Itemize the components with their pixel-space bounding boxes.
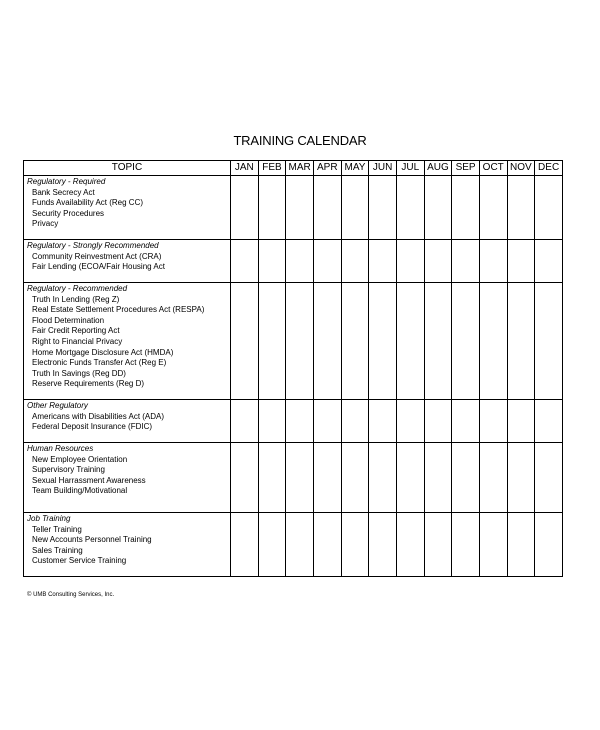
topic-item: Community Reinvestment Act (CRA) [32, 251, 162, 261]
month-cell-may [341, 513, 369, 577]
section-category: Human Resources [27, 444, 94, 453]
month-cell-feb [258, 513, 286, 577]
topic-cell [24, 283, 231, 400]
month-cell-mar [286, 240, 314, 283]
topic-item: Truth In Savings (Reg DD) [32, 368, 126, 378]
month-cell-nov [507, 176, 535, 240]
topic-item: Bank Secrecy Act [32, 187, 95, 197]
month-cell-oct [479, 400, 507, 443]
copyright-footer: © UMB Consulting Services, Inc. [27, 592, 115, 598]
month-cell-dec [535, 283, 563, 400]
month-cell-mar [286, 283, 314, 400]
topic-item: Right to Financial Privacy [32, 336, 123, 346]
month-cell-sep [452, 283, 480, 400]
month-cell-oct [479, 513, 507, 577]
month-cell-may [341, 283, 369, 400]
month-cell-jan [231, 400, 259, 443]
topic-header: TOPIC [24, 161, 231, 176]
page-title: TRAINING CALENDAR [233, 133, 367, 148]
month-cell-nov [507, 400, 535, 443]
section-category: Regulatory - Required [27, 177, 106, 186]
section-category: Job Training [27, 514, 71, 523]
section-row [24, 176, 563, 240]
month-cell-jul [396, 400, 424, 443]
month-cell-sep [452, 400, 480, 443]
month-cell-nov [507, 240, 535, 283]
month-header-jan: JAN [231, 161, 259, 176]
month-cell-apr [313, 176, 341, 240]
month-header-dec: DEC [535, 161, 563, 176]
month-cell-jan [231, 513, 259, 577]
month-header-mar: MAR [286, 161, 314, 176]
topic-item: Funds Availability Act (Reg CC) [32, 198, 144, 208]
month-cell-jul [396, 176, 424, 240]
month-cell-feb [258, 443, 286, 513]
header-row [24, 161, 563, 176]
month-cell-mar [286, 400, 314, 443]
month-cell-jan [231, 176, 259, 240]
month-cell-dec [535, 513, 563, 577]
month-cell-aug [424, 443, 452, 513]
topic-item: Security Procedures [32, 208, 105, 218]
month-cell-dec [535, 443, 563, 513]
month-cell-may [341, 400, 369, 443]
topic-item: Privacy [32, 219, 59, 229]
month-header-nov: NOV [507, 161, 535, 176]
topic-item: New Employee Orientation [32, 454, 128, 464]
month-cell-feb [258, 176, 286, 240]
month-cell-feb [258, 283, 286, 400]
month-cell-jun [369, 443, 397, 513]
month-header-jul: JUL [396, 161, 424, 176]
training-calendar-table [23, 160, 563, 577]
month-cell-sep [452, 176, 480, 240]
month-header-feb: FEB [258, 161, 286, 176]
topic-cell [24, 513, 231, 577]
month-header-may: MAY [341, 161, 369, 176]
month-cell-oct [479, 240, 507, 283]
month-header-jun: JUN [369, 161, 397, 176]
topic-item: Team Building/Motivational [32, 486, 128, 496]
month-cell-oct [479, 176, 507, 240]
section-category: Regulatory - Strongly Recommended [27, 241, 159, 250]
section-row [24, 443, 563, 513]
topic-item: New Accounts Personnel Training [32, 535, 152, 545]
month-cell-nov [507, 283, 535, 400]
topic-item: Electronic Funds Transfer Act (Reg E) [32, 358, 167, 368]
topic-item: Flood Determination [32, 315, 105, 325]
month-cell-mar [286, 513, 314, 577]
month-cell-mar [286, 176, 314, 240]
month-cell-dec [535, 400, 563, 443]
month-cell-jul [396, 283, 424, 400]
month-header-apr: APR [313, 161, 341, 176]
topic-item: Reserve Requirements (Reg D) [32, 379, 145, 389]
topic-cell [24, 443, 231, 513]
month-cell-apr [313, 443, 341, 513]
topic-item: Americans with Disabilities Act (ADA) [32, 411, 165, 421]
month-cell-jan [231, 443, 259, 513]
topic-item: Sales Training [32, 545, 83, 555]
topic-item: Fair Lending (ECOA/Fair Housing Act [32, 262, 165, 272]
section-category: Regulatory - Recommended [27, 284, 128, 293]
topic-cell [24, 400, 231, 443]
month-cell-jun [369, 283, 397, 400]
month-cell-sep [452, 443, 480, 513]
topic-cell [24, 240, 231, 283]
month-cell-aug [424, 240, 452, 283]
month-cell-nov [507, 443, 535, 513]
section-row [24, 400, 563, 443]
month-cell-sep [452, 513, 480, 577]
month-cell-apr [313, 513, 341, 577]
month-cell-sep [452, 240, 480, 283]
topic-item: Home Mortgage Disclosure Act (HMDA) [32, 347, 174, 357]
topic-item: Sexual Harrassment Awareness [32, 475, 146, 485]
month-header-sep: SEP [452, 161, 480, 176]
month-cell-aug [424, 283, 452, 400]
month-cell-may [341, 240, 369, 283]
topic-item: Truth In Lending (Reg Z) [32, 294, 120, 304]
section-row [24, 283, 563, 400]
topic-item: Customer Service Training [32, 556, 127, 566]
month-cell-jun [369, 513, 397, 577]
topic-item: Teller Training [32, 524, 82, 534]
month-cell-aug [424, 400, 452, 443]
month-cell-jun [369, 240, 397, 283]
month-cell-jul [396, 443, 424, 513]
month-cell-may [341, 176, 369, 240]
month-cell-aug [424, 176, 452, 240]
topic-item: Federal Deposit Insurance (FDIC) [32, 422, 153, 432]
month-cell-jun [369, 400, 397, 443]
month-cell-jan [231, 283, 259, 400]
month-cell-feb [258, 400, 286, 443]
month-cell-jul [396, 513, 424, 577]
month-cell-may [341, 443, 369, 513]
month-cell-jun [369, 176, 397, 240]
month-cell-aug [424, 513, 452, 577]
month-cell-dec [535, 240, 563, 283]
section-row [24, 240, 563, 283]
topic-item: Fair Credit Reporting Act [32, 326, 120, 336]
month-cell-apr [313, 283, 341, 400]
month-cell-apr [313, 400, 341, 443]
topic-item: Supervisory Training [32, 465, 105, 475]
month-cell-mar [286, 443, 314, 513]
month-cell-oct [479, 443, 507, 513]
topic-cell [24, 176, 231, 240]
month-cell-dec [535, 176, 563, 240]
month-cell-apr [313, 240, 341, 283]
section-row [24, 513, 563, 577]
month-header-aug: AUG [424, 161, 452, 176]
month-cell-jul [396, 240, 424, 283]
month-cell-feb [258, 240, 286, 283]
month-cell-oct [479, 283, 507, 400]
topic-item: Real Estate Settlement Procedures Act (RESPA) [32, 305, 205, 315]
month-header-oct: OCT [479, 161, 507, 176]
month-cell-nov [507, 513, 535, 577]
month-cell-jan [231, 240, 259, 283]
section-category: Other Regulatory [27, 401, 88, 410]
